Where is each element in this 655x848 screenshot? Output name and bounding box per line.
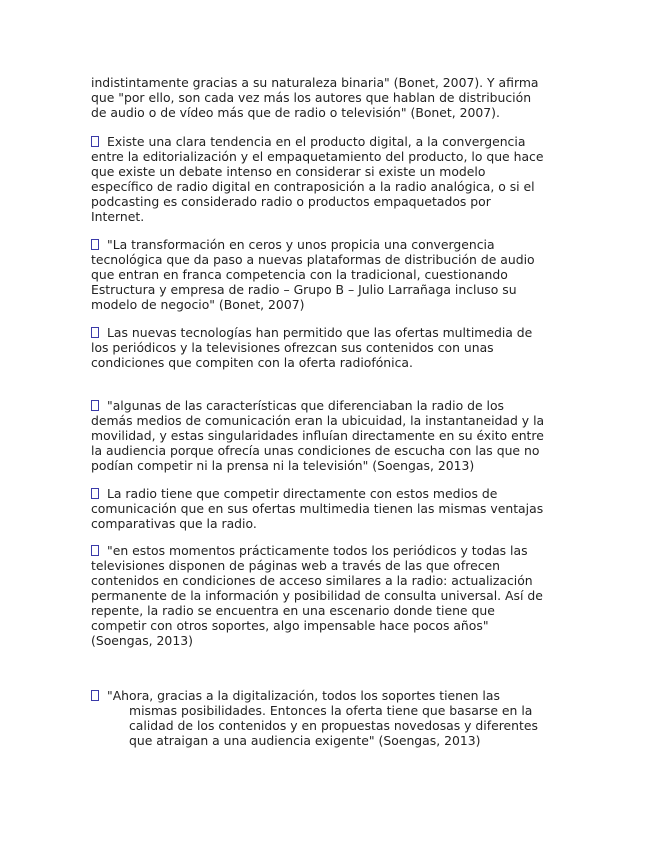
- bullet-icon: [91, 488, 99, 499]
- bullet-icon: [91, 239, 99, 250]
- bullet-paragraph: [91, 237, 571, 312]
- paragraph-continuation: mismas posibilidades. Entonces la oferta tiene que basarse en la calidad de los contenidos y en propuestas novedosas y diferentes que atraigan a una audiencia exigente" (Soengas, 2013): [129, 703, 538, 748]
- paragraph-intro: indistintamente gracias a su naturaleza binaria" (Bonet, 2007). Y afirma que "por ello, son cada vez más los autores que hablan de distribución de audio o de vídeo más que de radio o televisión" (Bonet, 2007).: [91, 75, 539, 120]
- bullet-paragraph: [91, 486, 571, 531]
- paragraph-text: "algunas de las características que diferenciaban la radio de los demás medios de comunicación eran la ubicuidad, la instantaneidad y la movilidad, y estas singularidades influían directamente en su éxito entre la audiencia porque ofrecía unas condiciones de escucha con las que no podían competir ni la prensa ni la televisión" (Soengas, 2013): [91, 398, 545, 473]
- paragraph-text: "en estos momentos prácticamente todos los periódicos y todas las televisiones disponen de páginas web a través de las que ofrecen contenidos en condiciones de acceso similares a la radio: actualización permanente de la información y posibilidad de consulta universal. Así de repente, la radio se encuentra en una escenario donde tiene que competir con otros soportes, algo impensable hace pocos años" (Soengas, 2013): [91, 543, 543, 648]
- bullet-icon: [91, 400, 99, 411]
- bullet-icon: [91, 327, 99, 338]
- bullet-paragraph: [91, 134, 571, 224]
- paragraph-text: Existe una clara tendencia en el producto digital, a la convergencia entre la editorialización y el empaquetamiento del producto, lo que hace que existe un debate intenso en considerar si existe un modelo específico de radio digital en contraposición a la radio analógica, o si el podcasting es considerado radio o productos empaquetados por Internet.: [91, 134, 544, 224]
- bullet-paragraph: [91, 543, 571, 648]
- bullet-icon: [91, 136, 99, 147]
- bullet-paragraph: [91, 688, 571, 748]
- bullet-paragraph: [91, 325, 571, 370]
- paragraph-text: La radio tiene que competir directamente con estos medios de comunicación que en sus ofertas multimedia tienen las mismas ventajas comparativas que la radio.: [91, 486, 544, 531]
- bullet-icon: [91, 690, 99, 701]
- paragraph-text: "La transformación en ceros y unos propicia una convergencia tecnológica que da paso a nuevas plataformas de distribución de audio que entran en franca competencia con la tradicional, cuestionando Estructura y empresa de radio – Grupo B – Julio Larrañaga incluso su modelo de negocio" (Bonet, 2007): [91, 237, 535, 312]
- bullet-paragraph: [91, 398, 571, 473]
- paragraph-text: Las nuevas tecnologías han permitido que las ofertas multimedia de los periódicos y la televisiones ofrezcan sus contenidos con unas condiciones que compiten con la oferta radiofónica.: [91, 325, 533, 370]
- bullet-icon: [91, 545, 99, 556]
- paragraph-first-line: "Ahora, gracias a la digitalización, todos los soportes tienen las: [107, 688, 500, 703]
